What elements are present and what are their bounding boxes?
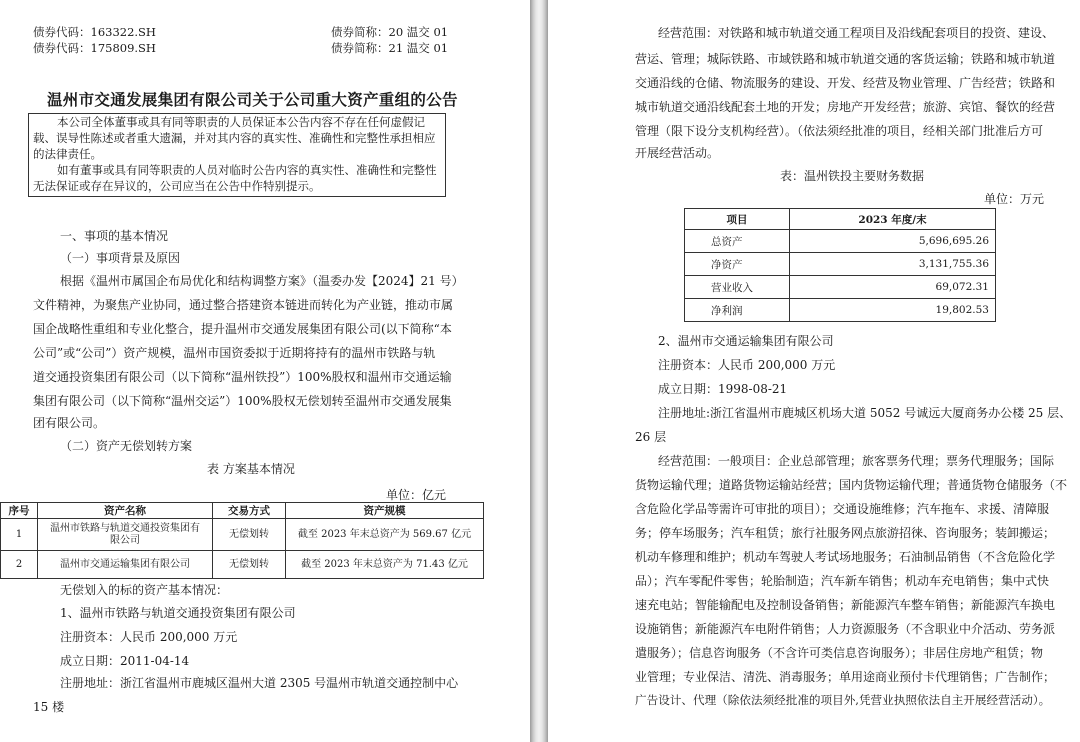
scope-line: 货物运输代理；道路货物运输站经营；国内货物运输代理；普通货物仓储服务（不 [635, 478, 1068, 492]
fin-item: 总资产 [685, 230, 790, 253]
announcement-title: 温州市交通发展集团有限公司关于公司重大资产重组的公告 [47, 90, 458, 109]
header-cell: 资产规模 [286, 503, 484, 519]
row-number: 1 [1, 519, 38, 551]
scope-line: 城市轨道交通沿线配套土地的开发；房地产开发经营；旅游、宾馆、餐饮的经营 [635, 100, 1056, 114]
asset-name-line: 限公司 [110, 534, 140, 546]
scope-line: 品）；汽车零配件零售；轮胎制造；汽车新车销售；机动车充电销售；集中式快 [635, 574, 1050, 588]
scope-line: 管理（限下设分支机构经营）。（依法须经批准的项目，经相关部门批准后方可 [635, 124, 1044, 138]
registered-address: 注册地址：浙江省温州市鹿城区温州大道 2305 号温州市轨道交通控制中心 [60, 676, 459, 690]
bond-code-2: 债券代码：175809.SH [33, 41, 156, 55]
row-number: 2 [1, 551, 38, 579]
header-cell: 交易方式 [213, 503, 286, 519]
fin-value: 5,696,695.26 [790, 230, 996, 253]
transaction-method: 无偿划转 [213, 551, 286, 579]
scope-line: 营运、管理；城际铁路、市域铁路和城市轨道交通的客货运输；铁路和城市轨道 [635, 52, 1056, 66]
right-document-page [548, 0, 1080, 742]
scope-line: 速充电站；智能输配电及控制设备销售；新能源汽车整车销售；新能源汽车换电 [635, 598, 1056, 612]
plan-table [0, 502, 484, 579]
registered-address-cont: 26 层 [635, 430, 667, 444]
bond-abbr-2: 债券简称：21 温交 01 [331, 41, 449, 55]
table-row [685, 299, 996, 322]
financial-table [684, 208, 996, 322]
established-date: 成立日期：1998-08-21 [658, 382, 788, 396]
disclaimer-line: 的法律责任。 [33, 147, 102, 161]
header-cell: 项目 [685, 209, 790, 230]
header-cell: 序号 [1, 503, 38, 519]
table-header-row [1, 503, 484, 519]
subsection-heading: （一）事项背景及原因 [60, 251, 181, 265]
fin-item: 营业收入 [685, 276, 790, 299]
disclaimer-line: 本公司全体董事或具有同等职责的人员保证本公告内容不存在任何虚假记 [57, 115, 425, 129]
body-line: 文件精神，为聚焦产业协同，通过整合搭建资本链进而转化为产业链，推动市属 [33, 298, 454, 312]
established-date: 成立日期：2011-04-14 [60, 654, 190, 668]
body-line: 国企战略性重组和专业化整合，提升温州市交通发展集团有限公司(以下简称“本 [33, 322, 452, 336]
scope-line: 经营范围：对铁路和城市轨道交通工程项目及沿线配套项目的投资、建设、 [658, 26, 1055, 40]
fin-table-caption: 表：温州铁投主要财务数据 [780, 169, 925, 183]
asset-scale: 截至 2023 年末总资产为 71.43 亿元 [286, 551, 484, 579]
scope-line: 遣服务）；信息咨询服务（不含许可类信息咨询服务）；非居住房地产租赁；物 [635, 646, 1044, 660]
scope-line: 开展经营活动。 [635, 146, 720, 160]
scope-line: 交通沿线的仓储、物流服务的建设、开发、经营及物业管理、广告经营；铁路和 [635, 76, 1056, 90]
fin-value: 3,131,755.36 [790, 253, 996, 276]
page-gutter [530, 0, 548, 742]
body-line: 公司”或“公司”）资产规模，温州市国资委拟于近期将持有的温州市铁路与轨 [33, 346, 436, 360]
registered-address: 注册地址:浙江省温州市鹿城区机场大道 5052 号诚远大厦商务办公楼 25 层、 [658, 406, 1072, 420]
table-row [685, 276, 996, 299]
table-row [1, 519, 484, 551]
asset-name [38, 519, 213, 551]
table-row [685, 253, 996, 276]
bond-code-1: 债券代码：163322.SH [33, 25, 156, 39]
table-row [1, 551, 484, 579]
asset-name: 温州市交通运输集团有限公司 [38, 551, 213, 579]
header-cell: 资产名称 [38, 503, 213, 519]
intro-line: 无偿划入的标的资产基本情况： [60, 583, 229, 597]
transaction-method: 无偿划转 [213, 519, 286, 551]
fin-value: 69,072.31 [790, 276, 996, 299]
header-cell: 2023 年度/末 [790, 209, 996, 230]
fin-value: 19,802.53 [790, 299, 996, 322]
disclaimer-line: 如有董事或具有同等职责的人员对临时公告内容的真实性、准确性和完整性 [57, 163, 437, 177]
disclaimer-line: 无法保证或存在异议的，公司应当在公告中作特别提示。 [33, 179, 321, 193]
fin-unit-label: 单位：万元 [984, 192, 1045, 206]
registered-address-cont: 15 楼 [33, 700, 65, 714]
table-row [685, 230, 996, 253]
table-caption: 表 方案基本情况 [207, 462, 295, 476]
scope-line: 务；停车场服务；汽车租赁；旅行社服务网点旅游招徕、咨询服务；装卸搬运； [635, 526, 1056, 540]
scope-line: 广告设计、代理（除依法须经批准的项目外,凭营业执照依法自主开展经营活动）。 [635, 693, 1051, 707]
body-line: 道交通投资集团有限公司（以下简称“温州铁投”）100%股权和温州市交通运输 [33, 370, 452, 384]
scope-line: 含危险化学品等需许可审批的项目）；交通设施维修；汽车拖车、求援、清障服 [635, 502, 1050, 516]
company-heading: 2、温州市交通运输集团有限公司 [658, 334, 834, 348]
registered-capital: 注册资本：人民币 200,000 万元 [658, 358, 836, 372]
disclaimer-box [28, 113, 446, 197]
registered-capital: 注册资本：人民币 200,000 万元 [60, 630, 238, 644]
bond-abbr-1: 债券简称：20 温交 01 [331, 25, 449, 39]
section-heading: 一、事项的基本情况 [60, 229, 169, 243]
fin-item: 净资产 [685, 253, 790, 276]
scope-line: 机动车修理和维护；机动车驾驶人考试场地服务；石油制品销售（不含危险化学 [635, 550, 1056, 564]
body-line: 团有限公司。 [33, 416, 106, 430]
table-header-row [685, 209, 996, 230]
fin-item: 净利润 [685, 299, 790, 322]
scope-line: 经营范围：一般项目：企业总部管理；旅客票务代理；票务代理服务；国际 [658, 454, 1055, 468]
asset-scale: 截至 2023 年末总资产为 569.67 亿元 [286, 519, 484, 551]
subsection-heading: （二）资产无偿划转方案 [60, 439, 193, 453]
scope-line: 设施销售；新能源汽车电附件销售；人力资源服务（不含职业中介活动、劳务派 [635, 622, 1056, 636]
company-heading: 1、温州市铁路与轨道交通投资集团有限公司 [60, 606, 296, 620]
asset-name-line: 温州市铁路与轨道交通投资集团有 [50, 522, 200, 534]
unit-label: 单位：亿元 [386, 488, 447, 502]
left-document-page [0, 0, 530, 742]
disclaimer-line: 载、误导性陈述或者重大遗漏，并对其内容的真实性、准确性和完整性承担相应 [33, 131, 436, 145]
body-line: 根据《温州市属国企布局优化和结构调整方案》（温委办发【2024】21 号） [60, 274, 464, 288]
body-line: 集团有限公司（以下简称“温州交运”）100%股权无偿划转至温州市交通发展集 [33, 394, 452, 408]
scope-line: 业管理；专业保洁、清洗、消毒服务；单用途商业预付卡代理销售；广告制作； [635, 670, 1056, 684]
